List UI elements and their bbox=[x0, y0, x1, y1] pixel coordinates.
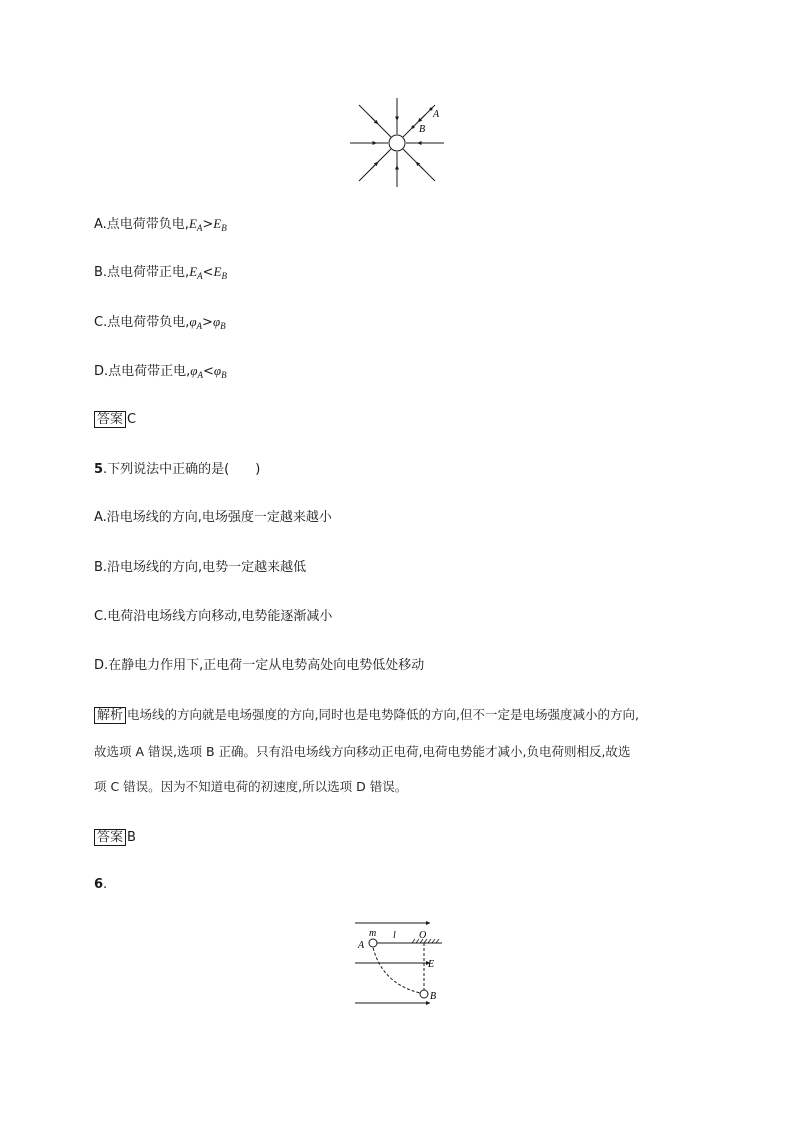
q5-option-c: C.电荷沿电场线方向移动,电势能逐渐减小 bbox=[94, 609, 333, 624]
q4-answer bbox=[94, 411, 136, 428]
answer-value: C bbox=[127, 412, 137, 427]
fig2-label-o: O bbox=[419, 930, 427, 941]
fig2-label-l: l bbox=[393, 930, 396, 941]
analysis-tag: 解析 bbox=[94, 707, 126, 724]
q4-option-c: C.点电荷带负电$,\varphi_A>\varphi_B$ bbox=[94, 314, 226, 331]
q4-option-a: A.点电荷带负电$,E_A>E_B$ bbox=[94, 216, 227, 233]
q6-stem: 6. bbox=[94, 877, 108, 892]
q5-option-d: D.在静电力作用下,正电荷一定从电势高处向电势低处移动 bbox=[94, 658, 425, 673]
q5-option-a: A.沿电场线的方向,电场强度一定越来越小 bbox=[94, 510, 332, 525]
point-charge-field-diagram bbox=[345, 95, 449, 190]
q5-answer bbox=[94, 829, 136, 846]
answer-tag: 答案 bbox=[94, 411, 126, 428]
fig2-label-m: m bbox=[369, 928, 377, 939]
fig2-label-a: A bbox=[358, 940, 365, 951]
q4-option-b: B.点电荷带正电$,E_A<E_B$ bbox=[94, 264, 227, 281]
fig2-label-b: B bbox=[430, 991, 437, 1002]
q4-option-d: D.点电荷带正电$,\varphi_A<\varphi_B$ bbox=[94, 363, 227, 380]
q5-analysis-line-2: 故选项 A 错误,选项 B 正确。只有沿电场线方向移动正电荷,电荷电势能才减小,负电荷则相反,故选 bbox=[94, 744, 631, 759]
q5-analysis-line-1: 解析 电场线的方向就是电场强度的方向,同时也是电势降低的方向,但不一定是电场强度减小的方向, bbox=[94, 707, 700, 724]
fig1-label-b: B bbox=[419, 124, 426, 135]
q5-option-b: B.沿电场线的方向,电势一定越来越低 bbox=[94, 560, 307, 575]
fig1-label-a: A bbox=[433, 109, 440, 120]
answer-tag: 答案 bbox=[94, 829, 126, 846]
answer-value: B bbox=[127, 830, 136, 845]
fig2-label-e: E bbox=[428, 959, 435, 970]
pendulum-field-diagram bbox=[350, 918, 450, 1010]
question-number: 5 bbox=[94, 462, 104, 477]
question-number: 6 bbox=[94, 877, 104, 892]
q5-analysis-line-3: 项 C 错误。因为不知道电荷的初速度,所以选项 D 错误。 bbox=[94, 779, 408, 794]
q5-stem: 5.下列说法中正确的是( ) bbox=[94, 462, 261, 477]
